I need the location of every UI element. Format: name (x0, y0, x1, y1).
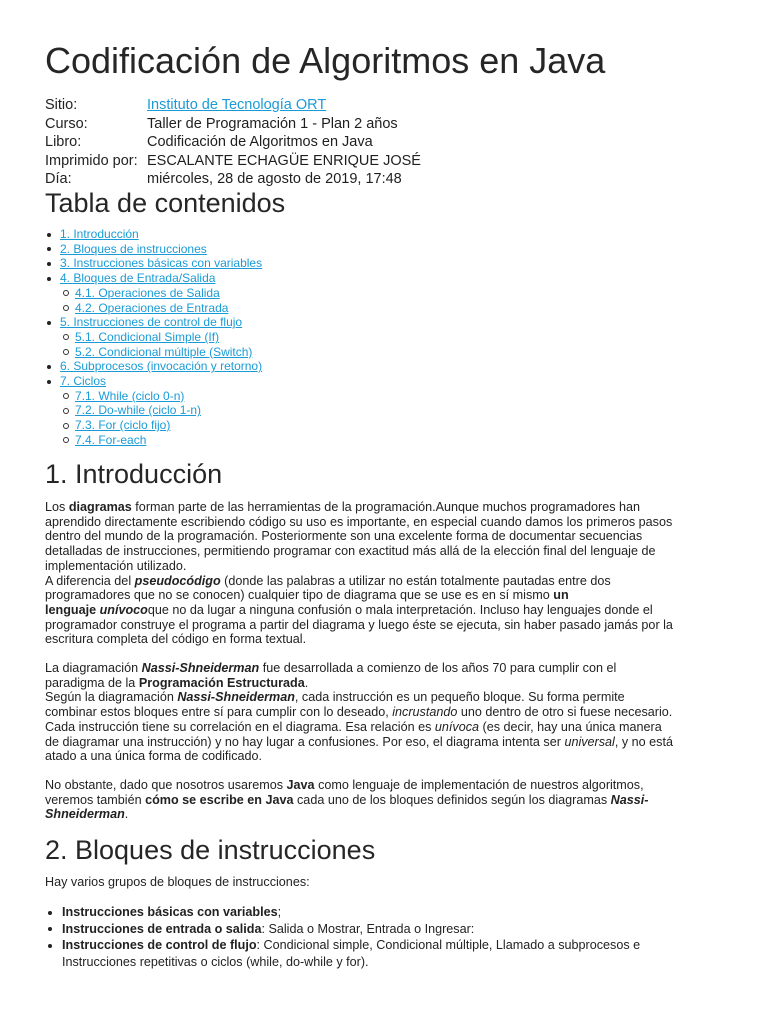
text-line (45, 690, 725, 705)
text-run: Cada instrucción tiene su correlación en el diagrama. Esa relación es (45, 719, 435, 734)
text-run: , y no está (614, 734, 673, 749)
text-run: No obstante, dado que nosotros usaremos (45, 778, 287, 792)
text-line (62, 921, 722, 938)
book-label: Libro: (45, 134, 82, 151)
emphasis-text: incrustando (392, 705, 458, 720)
text-run: aprendido directamente escribiendo código su uso es importante, en especial cuando damos los primeros pasos (45, 514, 673, 529)
toc-item (60, 242, 262, 257)
toc-sublink[interactable]: 7.4. For-each (75, 432, 147, 447)
day-label: Día: (45, 171, 72, 188)
toc-link[interactable]: 6. Subprocesos (invocación y retorno) (60, 359, 263, 374)
text-run: A diferencia del (45, 573, 135, 588)
text-run: como lenguaje de implementación de nuestros algoritmos, (314, 778, 644, 792)
site-value (147, 96, 421, 115)
toc-sublink[interactable]: 7.1. While (ciclo 0-n) (75, 388, 185, 403)
text-run: : Condicional simple, Condicional múltiple, Llamado a subprocesos e (256, 938, 641, 952)
text-run: uno dentro de otro si fuese necesario. (457, 705, 673, 720)
bloques-list (62, 904, 722, 970)
emphasis-text: diagramas (68, 500, 132, 514)
emphasis-text: Nassi-Shneiderman (141, 661, 260, 675)
text-line (45, 676, 725, 691)
text-run: paradigma de la (45, 675, 139, 690)
emphasis-text: Nassi- (610, 792, 649, 807)
emphasis-text: un (553, 588, 569, 603)
text-run: La diagramación (45, 661, 142, 675)
text-line (62, 937, 722, 954)
toc-sublink[interactable]: 4.2. Operaciones de Entrada (75, 300, 229, 315)
text-line (45, 793, 725, 808)
intro-paragraph-1 (45, 500, 725, 647)
text-run: implementación utilizado. (45, 558, 187, 573)
text-run: : Salida o Mostrar, Entrada o Ingresar: (261, 921, 475, 936)
toc-item (60, 359, 262, 374)
emphasis-text: Shneiderman (45, 807, 125, 822)
emphasis-text: unívoca (434, 719, 480, 734)
text-line (45, 720, 725, 735)
book-value: Codificación de Algoritmos en Java (147, 134, 373, 151)
course-label: Curso: (45, 115, 88, 132)
text-run: forman parte de las herramientas de la programación.Aunque muchos programadores han (131, 500, 641, 514)
text-run: atado a una única forma de codificado. (45, 749, 263, 764)
intro-paragraph-3 (45, 778, 725, 822)
text-run: Instrucciones repetitivas o ciclos (while, do-while y for). (62, 954, 369, 969)
text-line (45, 603, 725, 618)
text-line (45, 632, 725, 647)
section-heading-bloques: 2. Bloques de instrucciones (45, 835, 376, 865)
emphasis-text: Instrucciones de entrada o salida (62, 921, 262, 936)
emphasis-text: cómo se escribe en Java (145, 792, 294, 807)
toc-sublist (60, 389, 262, 448)
bloque-item (62, 937, 722, 970)
text-line (45, 588, 725, 603)
toc-subitem (75, 418, 262, 433)
site-label: Sitio: (45, 97, 78, 113)
course-value: Taller de Programación 1 - Plan 2 años (147, 115, 398, 132)
day-value: miércoles, 28 de agosto de 2019, 17:48 (147, 171, 402, 188)
toc-subitem (75, 330, 262, 345)
text-run: . (124, 807, 129, 822)
text-run: programador construye el programa a partir del diagrama y luego éste se ejecuta, sin haber pasado jamás por la (45, 617, 673, 632)
text-line (45, 875, 725, 890)
toc-sublist (60, 286, 262, 315)
emphasis-text: Instrucciones de control de flujo (62, 938, 257, 952)
toc-subitem (75, 403, 262, 418)
text-run: de diagramar una instrucción) y no hay lugar a confusiones. Por eso, el diagrama intenta ser (45, 734, 565, 749)
toc-link[interactable]: 2. Bloques de instrucciones (60, 241, 207, 256)
toc-subitem (75, 345, 262, 360)
text-run: programadores que no se conocen) cualquier tipo de diagrama que se use es en sí mismo (45, 588, 554, 603)
text-line (45, 515, 725, 530)
text-run: ; (277, 905, 282, 919)
toc-subitem (75, 433, 262, 448)
toc-link[interactable]: 1. Introducción (60, 227, 139, 241)
text-line (45, 544, 725, 559)
toc-item (60, 256, 262, 271)
section-heading-introduccion: 1. Introducción (45, 459, 223, 489)
toc-link[interactable]: 7. Ciclos (60, 374, 107, 389)
toc-sublink[interactable]: 5.2. Condicional múltiple (Switch) (75, 344, 253, 359)
book-info-table (45, 96, 421, 189)
toc-subitem (75, 301, 262, 316)
text-line (45, 574, 725, 589)
emphasis-text: Programación Estructurada (138, 675, 305, 690)
bloques-intro (45, 875, 725, 890)
page-title: Codificación de Algoritmos en Java (45, 40, 606, 81)
intro-paragraph-2 (45, 661, 725, 764)
bloque-item (62, 921, 722, 938)
emphasis-text: lenguaje (45, 602, 100, 617)
text-line (45, 618, 725, 633)
emphasis-text: Instrucciones básicas con variables (62, 905, 278, 919)
text-line (45, 735, 725, 750)
toc-item (60, 271, 262, 315)
toc-heading: Tabla de contenidos (45, 188, 286, 218)
emphasis-text: Java (286, 778, 315, 792)
site-link[interactable]: Instituto de Tecnología ORT (147, 97, 327, 113)
toc-sublink[interactable]: 4.1. Operaciones de Salida (75, 285, 220, 300)
toc-sublink[interactable]: 7.2. Do-while (ciclo 1-n) (75, 403, 202, 418)
emphasis-text: Nassi-Shneiderman (177, 690, 295, 705)
info-row-book (45, 133, 421, 152)
printed-by-value: ESCALANTE ECHAGÜE ENRIQUE JOSÉ (147, 152, 421, 169)
text-run: , cada instrucción es un pequeño bloque. Su forma permite (294, 690, 625, 705)
text-run: Hay varios grupos de bloques de instrucciones: (45, 875, 310, 889)
text-run: que no da lugar a ninguna confusión o mala interpretación. Incluso hay lenguajes donde el (147, 602, 653, 617)
toc-item (60, 227, 262, 242)
toc-link[interactable]: 4. Bloques de Entrada/Salida (60, 271, 216, 286)
info-row-printed-by (45, 152, 421, 171)
text-line (45, 705, 725, 720)
printed-by-label: Imprimido por: (45, 152, 138, 169)
toc-link[interactable]: 5. Instrucciones de control de flujo (60, 315, 243, 330)
text-run: (donde las palabras a utilizar no están totalmente pautadas entre dos (220, 573, 611, 588)
text-run: dentro del mundo de la programación. Posteriormente son una excelente forma de documentar secuencias (45, 529, 643, 544)
toc-subitem (75, 286, 262, 301)
toc-sublist (60, 330, 262, 359)
text-line (45, 500, 725, 515)
text-run: . (304, 675, 309, 690)
text-run: combinar estos bloques entre sí para cumplir con lo deseado, (45, 705, 393, 720)
text-line (45, 807, 725, 822)
emphasis-text: universal (564, 734, 615, 749)
text-run: detalladas de instrucciones, permitiendo programar con exactitud más allá de la elección final del lenguaje de (45, 544, 656, 559)
toc-sublink[interactable]: 5.1. Condicional Simple (If) (75, 329, 220, 344)
text-run: (es decir, hay una única manera (479, 719, 662, 734)
emphasis-text: pseudocódigo (134, 573, 221, 588)
table-of-contents (60, 227, 262, 448)
text-line (45, 749, 725, 764)
text-line (45, 661, 725, 676)
text-line (45, 778, 725, 793)
info-row-site (45, 96, 421, 115)
info-row-course (45, 115, 421, 134)
text-run: cada uno de los bloques definidos según los diagramas (293, 792, 611, 807)
text-run: Según la diagramación (45, 690, 178, 705)
text-line (45, 529, 725, 544)
toc-item (60, 315, 262, 359)
toc-subitem (75, 389, 262, 404)
text-line (45, 559, 725, 574)
text-run: veremos también (45, 792, 146, 807)
toc-link[interactable]: 3. Instrucciones básicas con variables (60, 256, 263, 271)
text-run: fue desarrollada a comienzo de los años 70 para cumplir con el (259, 661, 617, 675)
text-line (62, 904, 722, 921)
toc-item (60, 374, 262, 448)
emphasis-text: unívoco (99, 602, 148, 617)
toc-sublink[interactable]: 7.3. For (ciclo fijo) (75, 418, 171, 433)
text-run: Los (45, 500, 69, 514)
text-line (62, 954, 722, 971)
text-run: escritura completa del código en forma textual. (45, 632, 307, 647)
info-row-day (45, 170, 421, 189)
bloque-item (62, 904, 722, 921)
